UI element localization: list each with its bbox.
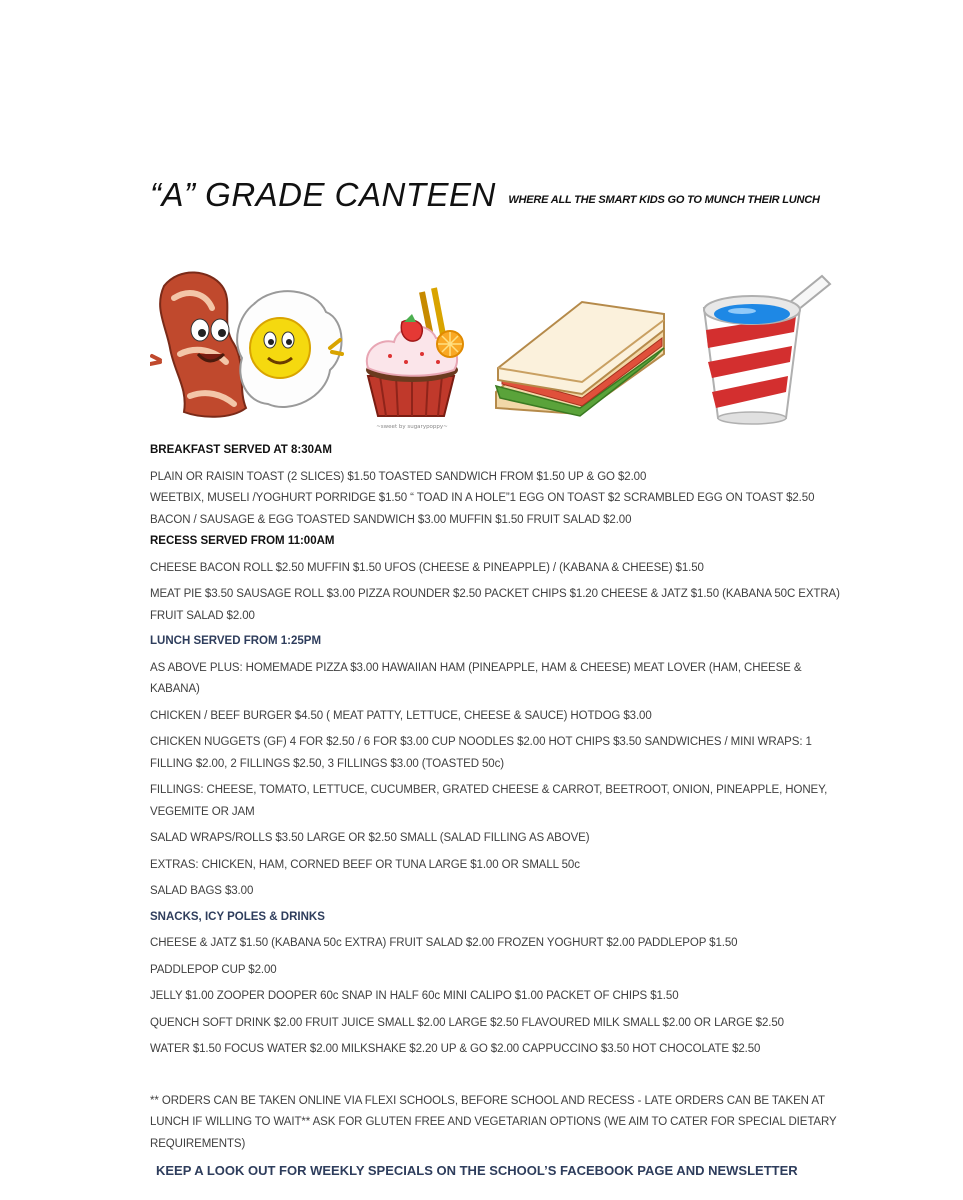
cupcake-caption: ~sweet by sugarypoppy~ (376, 424, 448, 430)
page-title: “A” GRADE CANTEEN (150, 176, 496, 213)
snacks-line: QUENCH SOFT DRINK $2.00 FRUIT JUICE SMALL $2.00 LARGE $2.50 FLAVOURED MILK SMALL $2.00 OR LARGE $2.50 (150, 1016, 784, 1029)
snacks-line: WATER $1.50 FOCUS WATER $2.00 MILKSHAKE $2.20 UP & GO $2.00 CAPPUCCINO $3.50 HOT CHOCOLATE $2.50 (150, 1043, 761, 1055)
breakfast-heading: BREAKFAST SERVED AT 8:30AM (150, 444, 332, 456)
lunch-line: SALAD BAGS $3.00 (150, 885, 254, 897)
lunch-line: FILLINGS: CHEESE, TOMATO, LETTUCE, CUCUMBER, GRATED CHEESE & CARROT, BEETROOT, ONION, PINEAPPLE, HONEY, VEGEMITE OR JAM (150, 784, 828, 818)
lunch-line: CHICKEN / BEEF BURGER $4.50 ( MEAT PATTY, LETTUCE, CHEESE & SAUCE) HOTDOG $3.00 (150, 709, 652, 722)
recess-heading: RECESS SERVED FROM 11:00AM (150, 535, 335, 547)
food-illustrations (150, 258, 850, 436)
breakfast-line: PLAIN OR RAISIN TOAST (2 SLICES) $1.50 TOASTED SANDWICH FROM $1.50 UP & GO $2.00 (150, 470, 647, 483)
footer-specials-note: KEEP A LOOK OUT FOR WEEKLY SPECIALS ON THE SCHOOL’S FACEBOOK PAGE AND NEWSLETTER (156, 1163, 798, 1178)
snacks-line: JELLY $1.00 ZOOPER DOOPER 60c SNAP IN HALF 60c MINI CALIPO $1.00 PACKET OF CHIPS $1.50 (150, 990, 679, 1002)
lunch-line: AS ABOVE PLUS: HOMEMADE PIZZA $3.00 HAWAIIAN HAM (PINEAPPLE, HAM & CHEESE) MEAT LOVER (HAM, CHEESE & KABANA) (150, 661, 802, 695)
cupcake-icon (366, 288, 463, 430)
soft-drink-cup-icon (704, 276, 830, 424)
title-tagline: WHERE ALL THE SMART KIDS GO TO MUNCH THEIR LUNCH (508, 194, 820, 206)
ordering-notes: ** ORDERS CAN BE TAKEN ONLINE VIA FLEXI SCHOOLS, BEFORE SCHOOL AND RECESS - LATE ORDERS CAN BE TAKEN AT LUNCH IF WILLING TO WAIT** ASK FOR GLUTEN FREE AND VEGETARIAN OPTIONS (WE AIM TO CATER FOR SPECIAL DIETARY REQUIREMENTS) (150, 1094, 837, 1150)
snacks-line: CHEESE & JATZ $1.50 (KABANA 50c EXTRA) FRUIT SALAD $2.00 FROZEN YOGHURT $2.00 PADDLEPOP $1.50 (150, 937, 738, 949)
snacks-line: PADDLEPOP CUP $2.00 (150, 963, 277, 976)
lunch-heading: LUNCH SERVED FROM 1:25PM (150, 635, 322, 647)
breakfast-line: BACON / SAUSAGE & EGG TOASTED SANDWICH $3.00 MUFFIN $1.50 FRUIT SALAD $2.00 (150, 513, 632, 526)
lunch-line: EXTRAS: CHICKEN, HAM, CORNED BEEF OR TUNA LARGE $1.00 OR SMALL 50c (150, 858, 580, 871)
breakfast-line: WEETBIX, MUSELI /YOGHURT PORRIDGE $1.50 “ TOAD IN A HOLE”1 EGG ON TOAST $2 SCRAMBLED EGG ON TOAST $2.50 (150, 492, 815, 504)
sandwich-icon (496, 302, 664, 416)
lunch-line: CHICKEN NUGGETS (GF) 4 FOR $2.50 / 6 FOR $3.00 CUP NOODLES $2.00 HOT CHIPS $3.50 SANDWICHES / MINI WRAPS: 1 FILLING $2.00, 2 FILLINGS $2.50, 3 FILLINGS $3.00 (TOASTED 50c) (150, 736, 812, 770)
recess-line: CHEESE BACON ROLL $2.50 MUFFIN $1.50 UFOS (CHEESE & PINEAPPLE) / (KABANA & CHEESE) $1.50 (150, 561, 704, 574)
bacon-and-egg-icon (150, 272, 342, 416)
recess-line: MEAT PIE $3.50 SAUSAGE ROLL $3.00 PIZZA ROUNDER $2.50 PACKET CHIPS $1.20 CHEESE & JATZ $1.50 (KABANA 50C EXTRA) FRUIT SALAD $2.00 (150, 588, 840, 622)
title-row (150, 176, 820, 214)
menu-content (150, 440, 850, 1181)
lunch-line: SALAD WRAPS/ROLLS $3.50 LARGE OR $2.50 SMALL (SALAD FILLING AS ABOVE) (150, 832, 590, 844)
snacks-heading: SNACKS, ICY POLES & DRINKS (150, 910, 325, 923)
